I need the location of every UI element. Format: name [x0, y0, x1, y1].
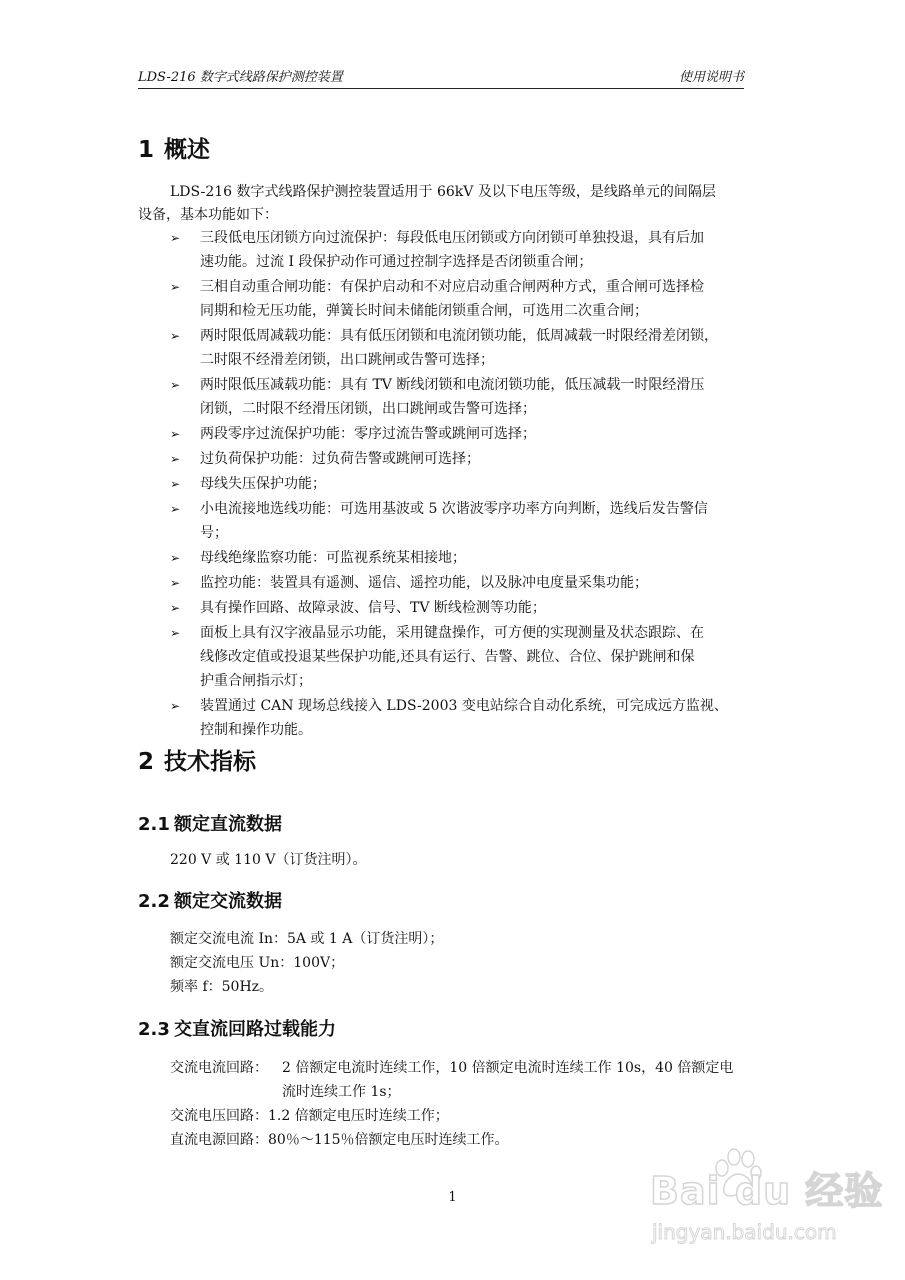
- bullet-arrow-icon: ➢: [170, 699, 181, 713]
- section-2-3-title: 交直流回路过载能力: [174, 1019, 336, 1040]
- feature-list-item: [170, 694, 770, 742]
- ac-current-overload-line-1: 2 倍额定电流时连续工作，10 倍额定电流时连续工作 10s，40 倍额定电: [282, 1060, 734, 1076]
- feature-list-item: [170, 324, 770, 372]
- feature-list-item: [170, 596, 770, 620]
- section-2-2-number: 2.2: [138, 891, 170, 912]
- bullet-arrow-icon: ➢: [170, 231, 181, 245]
- dc-power-overload: 直流电源回路：80％～115％倍额定电压时连续工作。: [170, 1132, 509, 1148]
- bullet-arrow-icon: ➢: [170, 502, 181, 516]
- feature-list-item-text: 三段低电压闭锁方向过流保护：每段低电压闭锁或方向闭锁可单独投退，具有后加: [200, 230, 704, 246]
- section-2-heading: [138, 743, 256, 776]
- bullet-arrow-icon: ➢: [170, 329, 181, 343]
- watermark-brand: Bai du 经验: [650, 1169, 884, 1213]
- feature-list-item: [170, 373, 770, 421]
- overview-intro-line-2: 设备，基本功能如下：: [138, 207, 278, 223]
- ac-current-overload-line-2: 流时连续工作 1s；: [282, 1084, 401, 1100]
- bullet-arrow-icon: ➢: [170, 626, 181, 640]
- section-2-title: 技术指标: [164, 749, 256, 775]
- feature-list-item-text: 同期和检无压功能，弹簧长时间未储能闭锁重合闸，可选用二次重合闸；: [200, 303, 648, 319]
- feature-list-item-text: 两时限低周减载功能：具有低压闭锁和电流闭锁功能，低周减载一时限经滑差闭锁，: [200, 328, 718, 344]
- baidu-jingyan-watermark: [640, 1140, 890, 1260]
- feature-list-item: [170, 571, 770, 595]
- feature-list-item-text: 闭锁，二时限不经滑压闭锁，出口跳闸或告警可选择；: [200, 401, 536, 417]
- feature-list-item-text: 二时限不经滑差闭锁，出口跳闸或告警可选择；: [200, 352, 494, 368]
- feature-list-item-text: 三相自动重合闸功能：有保护启动和不对应启动重合闸两种方式，重合闸可选择检: [200, 279, 704, 295]
- bullet-arrow-icon: ➢: [170, 452, 181, 466]
- ac-voltage-rating: 额定交流电压 Un：100V；: [170, 955, 345, 971]
- overview-intro-line-1: LDS-216 数字式线路保护测控装置适用于 66kV 及以下电压等级，是线路单元的间隔层: [170, 184, 716, 200]
- section-2-1-heading: [138, 810, 282, 836]
- feature-list-item-text: 小电流接地选线功能：可选用基波或 5 次谐波零序功率方向判断，选线后发告警信: [200, 501, 708, 517]
- frequency-rating: 频率 f：50Hz。: [170, 979, 274, 995]
- ac-current-rating: 额定交流电流 In：5A 或 1 A（订货注明）；: [170, 931, 444, 947]
- feature-list-item-text: 装置通过 CAN 现场总线接入 LDS-2003 变电站综合自动化系统，可完成远方监视、: [200, 698, 728, 714]
- feature-list-item-text: 过负荷保护功能：过负荷告警或跳闸可选择；: [200, 451, 480, 467]
- section-2-number: 2: [138, 749, 155, 775]
- section-2-1-number: 2.1: [138, 814, 170, 835]
- header-document-title: LDS-216 数字式线路保护测控装置: [138, 70, 343, 85]
- feature-list-item-text: 监控功能：装置具有遥测、遥信、遥控功能，以及脉冲电度量采集功能；: [200, 575, 648, 591]
- feature-list-item-text: 具有操作回路、故障录波、信号、TV 断线检测等功能；: [200, 600, 546, 616]
- bullet-arrow-icon: ➢: [170, 576, 181, 590]
- watermark-url: jingyan.baidu.com: [652, 1220, 837, 1244]
- feature-list-item: [170, 472, 770, 496]
- feature-list-item-text: 护重合闸指示灯；: [200, 673, 312, 689]
- bullet-arrow-icon: ➢: [170, 378, 181, 392]
- feature-list-item-text: 控制和操作功能。: [200, 722, 312, 738]
- section-1-title: 概述: [164, 137, 210, 163]
- page-number: 1: [448, 1190, 457, 1205]
- bullet-arrow-icon: ➢: [170, 477, 181, 491]
- page-header: [138, 64, 744, 89]
- dc-rating-line: 220 V 或 110 V（订货注明）。: [170, 852, 367, 868]
- feature-list-item-text: 两段零序过流保护功能：零序过流告警或跳闸可选择；: [200, 426, 536, 442]
- feature-list-item-text: 两时限低压减载功能：具有 TV 断线闭锁和电流闭锁功能，低压减载一时限经滑压: [200, 377, 705, 393]
- section-2-2-heading: [138, 887, 282, 913]
- bullet-arrow-icon: ➢: [170, 601, 181, 615]
- feature-list-item: [170, 226, 770, 274]
- header-manual-label: 使用说明书: [678, 70, 744, 85]
- feature-list-item: [170, 621, 770, 693]
- feature-list: [170, 226, 770, 743]
- feature-list-item-text: 线修改定值或投退某些保护功能,还具有运行、告警、跳位、合位、保护跳闸和保: [200, 649, 695, 665]
- section-2-3-heading: [138, 1015, 336, 1041]
- feature-list-item: [170, 497, 770, 545]
- section-1-heading: [138, 131, 210, 164]
- feature-list-item: [170, 422, 770, 446]
- feature-list-item: [170, 447, 770, 471]
- feature-list-item-text: 母线失压保护功能；: [200, 476, 326, 492]
- feature-list-item: [170, 546, 770, 570]
- feature-list-item-text: 速功能。过流 I 段保护动作可通过控制字选择是否闭锁重合闸；: [200, 254, 593, 270]
- ac-voltage-overload: 交流电压回路：1.2 倍额定电压时连续工作；: [170, 1108, 449, 1124]
- section-2-1-title: 额定直流数据: [174, 814, 282, 835]
- bullet-arrow-icon: ➢: [170, 280, 181, 294]
- bullet-arrow-icon: ➢: [170, 427, 181, 441]
- feature-list-item-text: 面板上具有汉字液晶显示功能，采用键盘操作，可方便的实现测量及状态跟踪、在: [200, 625, 704, 641]
- feature-list-item-text: 母线绝缘监察功能：可监视系统某相接地；: [200, 550, 466, 566]
- section-1-number: 1: [138, 137, 155, 163]
- bullet-arrow-icon: ➢: [170, 551, 181, 565]
- feature-list-item-text: 号；: [200, 525, 228, 541]
- ac-current-overload-label: 交流电流回路：: [170, 1060, 268, 1076]
- section-2-3-number: 2.3: [138, 1019, 170, 1040]
- section-2-2-title: 额定交流数据: [174, 891, 282, 912]
- feature-list-item: [170, 275, 770, 323]
